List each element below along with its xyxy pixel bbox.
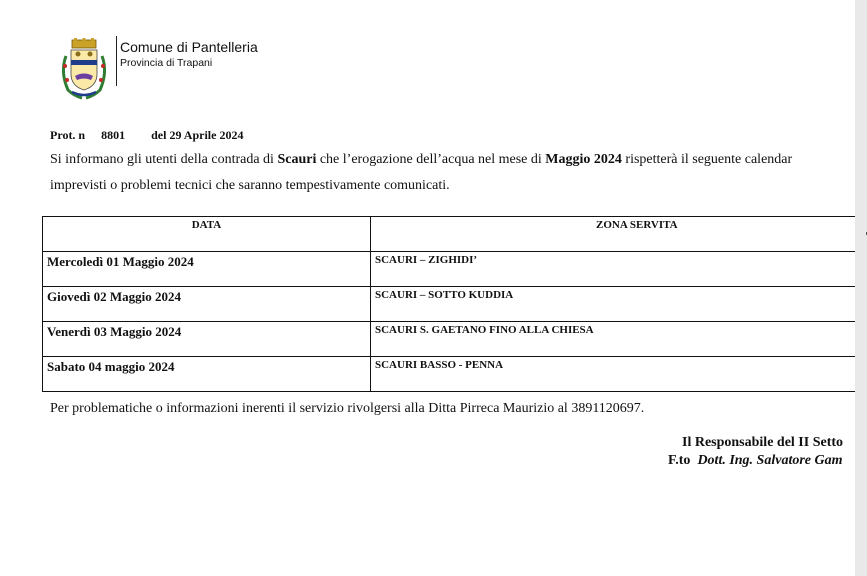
protocol-prefix: Prot. n [50, 128, 86, 142]
month-name: Maggio 2024 [545, 152, 622, 167]
signature-name: Dott. Ing. Salvatore Gam [697, 453, 843, 468]
signature-line [668, 453, 843, 469]
table-row [43, 322, 856, 357]
signature-role: Il Responsabile del II Setto [682, 435, 844, 450]
contact-info: Per problematiche o informazioni inerenti il servizio rivolgersi alla Ditta Pirreca Maurizio al 3891120697. [50, 401, 645, 416]
table-row [43, 357, 856, 392]
row-zone: SCAURI – ZIGHIDI’ [371, 252, 856, 287]
table-header-row [43, 217, 856, 252]
intro-line-2: imprevisti o problemi tecnici che saranno tempestivamente comunicati. [50, 178, 450, 193]
table-row [43, 252, 856, 287]
row-date: Venerdì 03 Maggio 2024 [43, 322, 371, 357]
protocol-line [50, 128, 243, 143]
row-zone: SCAURI – SOTTO KUDDIA [371, 287, 856, 322]
row-zone: SCAURI S. GAETANO FINO ALLA CHIESA [371, 322, 856, 357]
row-date: Sabato 04 maggio 2024 [43, 357, 371, 392]
intro-text-b: che l’erogazione dell’acqua nel mese di [316, 152, 546, 167]
row-date: Giovedì 02 Maggio 2024 [43, 287, 371, 322]
intro-line-1 [50, 152, 792, 168]
row-zone: SCAURI BASSO - PENNA [371, 357, 856, 392]
protocol-date: del 29 Aprile 2024 [151, 128, 244, 142]
signature-prefix: F.to [668, 453, 691, 468]
letterhead-divider [116, 36, 117, 86]
viewer-scrollbar-gutter[interactable] [855, 0, 867, 576]
schedule-table [42, 216, 855, 392]
contrada-name: Scauri [277, 152, 317, 167]
comune-name: Comune di Pantelleria [120, 39, 258, 55]
provincia-name: Provincia di Trapani [120, 57, 213, 69]
protocol-number: 8801 [101, 128, 126, 142]
row-date: Mercoledì 01 Maggio 2024 [43, 252, 371, 287]
municipal-crest-logo [58, 38, 110, 100]
header-data: DATA [43, 217, 371, 252]
intro-text-a: Si informano gli utenti della contrada di [50, 152, 278, 167]
intro-text-c: rispetterà il seguente calendar [621, 152, 793, 167]
table-row [43, 287, 856, 322]
header-zona-servita: ZONA SERVITA [371, 217, 856, 252]
